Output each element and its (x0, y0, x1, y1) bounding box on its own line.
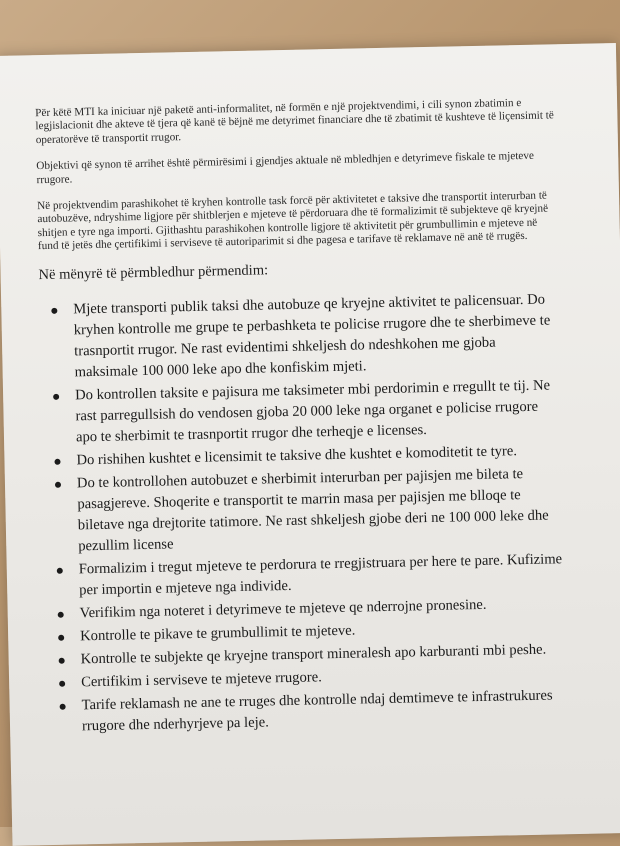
bullet-list (39, 289, 568, 738)
bullet-icon (59, 657, 65, 663)
list-item-text: Formalizim i tregut mjeteve te perdorura te rregjistruara per here te pare. Kufizime per importin e mjeteve nga individe. (78, 550, 563, 599)
bullet-icon (58, 611, 64, 617)
list-item-text: Mjete transporti publik taksi dhe autobuze qe kryejne aktivitet te palicensuar. Do kryhen kontrolle me grupe te perbashketa te policise rrugore dhe te sherbimeve te trasnportit rrugor. Ne rast evidentimi shkeljesh do ndeshkohen me gjoba maksimale 100 000 leke apo dhe konfiskim mjeti. (73, 291, 551, 381)
list-item-text: Verifikim nga noteret i detyrimeve te mjeteve qe nderrojne pronesine. (79, 596, 487, 622)
list-item-text: Tarife reklamash ne ane te rruges dhe kontrolle ndaj demtimeve te infrastrukures rrugore dhe nderhyrjeve pa leje. (81, 687, 553, 734)
bullet-icon (51, 307, 57, 313)
bullet-icon (55, 481, 61, 487)
intro-section (35, 96, 558, 254)
list-item (81, 685, 568, 737)
bullet-icon (57, 567, 63, 573)
document-body (35, 96, 568, 739)
paragraph-intro: Për këtë MTI ka iniciuar një paketë anti-informalitet, në formën e një projektvendimi, i cili synon zbatimin e legjislacionit dhe akteve të tjera që kanë të bëjnë me detyrimet financiare dhe të zbatimit të kushteve të liçensimit të operatorëve të transportit rrugor. (35, 97, 554, 146)
bullet-icon (53, 393, 59, 399)
paper-sheet (0, 43, 620, 846)
bullet-icon (59, 680, 65, 686)
paragraph-objective: Objektivi që synon të arrihet është përmirësimi i gjendjes aktuale në mbledhjen e detyrimeve fiskale te mjeteve rrugore. (36, 149, 535, 186)
bullet-icon (54, 458, 60, 464)
list-item-text: Do rishihen kushtet e licensimit te taksive dhe kushtet e komoditetit te tyre. (76, 442, 518, 469)
bullet-icon (60, 703, 66, 709)
list-item (75, 375, 562, 448)
summary-heading: Në mënyrë të përmbledhur përmendim: (38, 262, 269, 283)
list-item-text: Kontrolle te pikave te grumbullimit te mjeteve. (79, 622, 356, 645)
list-item-text: Do te kontrollohen autobuzet e sherbimit interurban per pajisjen me bileta te pasagjereve. Shoqerite e transportit te marrin masa per pajisjen me blloqe te biletave nga drejtorite tatimore. Ne rast shkeljesh gjobe deri ne 100 000 leke dhe pezullim license (76, 465, 549, 555)
list-item-text: Kontrolle te subjekte qe kryejne transport mineralesh apo karburanti mbi peshe. (80, 641, 547, 668)
paragraph-project: Në projektvendim parashikohet të kryhen kontrolle task forcë për aktivitetet e taksive dhe transportit interurban të autobuzëve, ndryshime ligjore për shitblerjen e mjeteve të përdoruara dhe të formalizimit të subjekteve që kryejnë shitjen e tyre nga importi. Gjithashtu parashikohen kontrolle ligjore të aktivitetit për grumbullimin e mjeteve në fund të jetës dhe çertifikimi i serviseve të autoriparimit si dhe pagesa e tarifave të reklamave në anë të rrugës. (37, 189, 549, 253)
bullet-icon (58, 634, 64, 640)
list-item (79, 549, 566, 601)
list-item-text: Certifikim i serviseve te mjeteve rrugore. (80, 668, 322, 691)
list-item (73, 289, 561, 383)
list-item-text: Do kontrollen taksite e pajisura me taksimeter mbi perdorimin e rregullt te tij. Ne rast parregullsish do vendosen gjoba 20 000 leke nga organet e policise rrugore apo te sherbimit te trasnportit rrugor dhe terheqje e licenses. (74, 377, 551, 446)
list-item (77, 463, 565, 557)
